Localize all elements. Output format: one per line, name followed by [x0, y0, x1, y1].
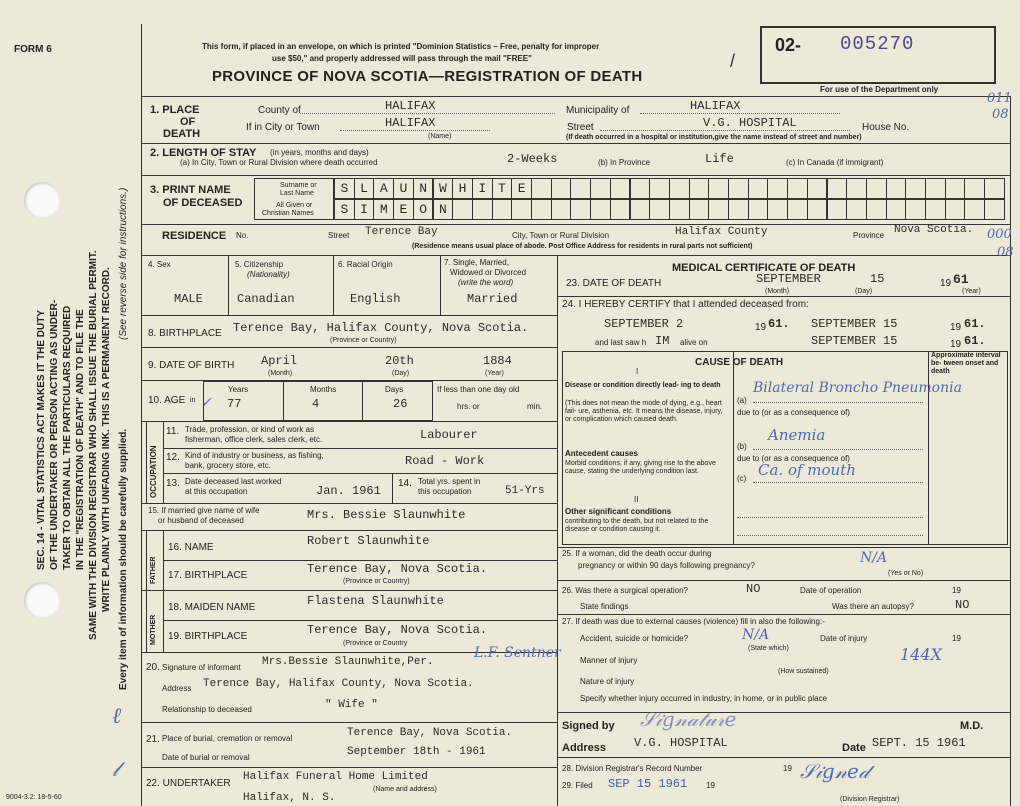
given-letter-box: [787, 199, 808, 220]
attended-from-yr-val: 61.: [768, 317, 790, 331]
interval-label: Approximate interval be- tween onset and death: [931, 352, 1001, 376]
given-letter-box: [472, 199, 493, 220]
informant-sig-value: Mrs.Bessie Slaunwhite,Per.: [262, 656, 434, 668]
filed-yr: 19: [706, 781, 715, 790]
record-number-yr: 19: [783, 764, 792, 773]
punch-hole-top: [24, 182, 60, 218]
birthplace-value: Terence Bay, Halifax County, Nova Scotia.: [233, 321, 529, 335]
roman-one: I: [636, 367, 639, 376]
occ-11-label: Trade, profession, or kind of work as: [185, 425, 315, 434]
surname-letter-box: [846, 178, 867, 199]
stay-city-label: (a) In City, Town or Rural Division where death occurred: [180, 158, 378, 167]
occ-13-label: Date deceased last worked: [185, 477, 282, 486]
given-letter-box: [827, 199, 848, 220]
form-title: PROVINCE OF NOVA SCOTIA—REGISTRATION OF DEATH: [212, 68, 643, 85]
mother-birthplace-note: (Province or Country: [343, 640, 408, 647]
signed-by-signature: 𝒮𝒾𝑔𝓃𝒶𝓉𝓊𝓇𝑒: [640, 707, 737, 731]
surname-letter-boxes: [334, 178, 1004, 199]
marital-value: Married: [467, 292, 518, 306]
side-text-6: WRITE PLAINLY WITH UNFADING INK. THIS IS A PERMANENT RECORD.: [101, 267, 112, 612]
signed-by-label: Signed by: [562, 720, 615, 732]
cause-of-death-title: CAUSE OF DEATH: [695, 357, 784, 368]
residence-province-label: Province: [853, 231, 885, 240]
spouse-value: Mrs. Bessie Slaunwhite: [307, 508, 466, 522]
alive-on-label: alive on: [680, 338, 708, 347]
residence-city-label: City, Town or Rural Division: [512, 231, 610, 240]
age-less-label: If less than one day old: [437, 385, 520, 394]
place-of-death-label-2: OF: [180, 116, 196, 128]
given-letter-box: [846, 199, 867, 220]
given-letter-box: [984, 199, 1005, 220]
father-birthplace-note: (Province or Country): [343, 578, 410, 585]
frame-left-line: [141, 24, 142, 806]
citizenship-value: Canadian: [237, 292, 295, 306]
alive-on-yr: 19: [950, 339, 962, 350]
given-letter-box: [511, 199, 532, 220]
filed-stamp: SEP 15 1961: [608, 777, 688, 791]
surname-letter-box: T: [492, 178, 513, 199]
surname-letter-box: [570, 178, 591, 199]
house-no-label: House No.: [862, 122, 910, 133]
given-letter-box: O: [413, 199, 434, 220]
surname-letter-box: [708, 178, 729, 199]
stay-province-value: Life: [705, 152, 734, 166]
occ-11-value: Labourer: [420, 428, 478, 442]
informant-num: 20.: [146, 662, 160, 673]
father-side-label: FATHER: [150, 556, 157, 584]
injury-date-label: Date of injury: [820, 634, 868, 643]
antecedent-label: Antecedent causes: [565, 449, 638, 458]
side-text-1: SEC. 14 - VITAL STATISTICS ACT MAKES IT THE DUTY: [36, 309, 47, 570]
given-letter-box: [590, 199, 611, 220]
surname-letter-box: [787, 178, 808, 199]
frame-row3: [141, 224, 1011, 225]
operation-date-label: Date of operation: [800, 586, 862, 595]
father-name-label: 16. NAME: [168, 542, 214, 553]
frame-right-col: [1010, 96, 1011, 806]
pen-mark-left: ℓ: [112, 704, 122, 729]
municipality-value: HALIFAX: [690, 99, 741, 113]
stay-canada-label: (c) In Canada (if immigrant): [786, 158, 884, 167]
occ-12-num: 12.: [166, 452, 180, 463]
state-which-note: (State which): [748, 645, 789, 652]
surname-letter-box: S: [334, 178, 355, 199]
slash-mark: /: [730, 51, 736, 71]
mail-note-1: This form, if placed in an envelope, on which is printed "Dominion Statistics – Free, penalty for improper: [202, 42, 600, 51]
informant-address-value: Terence Bay, Halifax County, Nova Scotia.: [203, 678, 474, 690]
certifier-address-label: Address: [562, 742, 607, 754]
dob-label: 9. DATE OF BIRTH: [148, 360, 235, 371]
burial-date-value: September 18th - 1961: [347, 746, 486, 758]
attended-to-yr: 19: [950, 322, 962, 333]
given-letter-box: E: [393, 199, 414, 220]
given-letter-box: [964, 199, 985, 220]
given-letter-box: [551, 199, 572, 220]
dod-month: SEPTEMBER: [756, 272, 821, 286]
age-label: 10. AGE: [148, 395, 186, 406]
surname-letter-box: [649, 178, 670, 199]
footer-code: 9004-3.2: 18-5-60: [6, 794, 62, 801]
street-value: V.G. HOSPITAL: [703, 116, 797, 130]
surname-letter-box: [886, 178, 907, 199]
certifier-date-label: Date: [842, 742, 866, 754]
dob-month-note: (Month): [268, 370, 293, 377]
filed-label: 29. Filed: [562, 781, 593, 790]
given-letter-box: [866, 199, 887, 220]
how-sustained-note: (How sustained): [778, 668, 829, 675]
cause-b-handwritten: Anemia: [768, 426, 826, 444]
frame-top-line: [141, 96, 1011, 97]
dob-day: 20th: [385, 354, 414, 368]
occ-14-label: Total yrs. spent in: [418, 477, 481, 486]
mother-birthplace-value: Terence Bay, Nova Scotia.: [307, 623, 488, 637]
county-value: HALIFAX: [385, 99, 436, 113]
given-letter-box: M: [373, 199, 394, 220]
other-conditions-label: Other significant conditions: [565, 507, 672, 516]
length-of-stay-label: 2. LENGTH OF STAY: [150, 147, 257, 159]
occupation-side-label: OCCUPATION: [149, 445, 158, 498]
birthplace-note: (Province or Country): [330, 337, 397, 344]
age-months: 4: [312, 397, 320, 411]
undertaker-label: 22. UNDERTAKER: [146, 778, 231, 789]
stay-province-label: (b) In Province: [598, 158, 651, 167]
occ-14-value: 51-Yrs: [505, 485, 545, 497]
record-number-label: 28. Division Registrar's Record Number: [562, 764, 703, 773]
citizenship-label: 5. Citizenship: [235, 260, 284, 269]
autopsy-label: Was there an autopsy?: [832, 602, 914, 611]
surname-label: Surname or: [280, 182, 317, 189]
print-name-label-2: OF DECEASED: [163, 197, 243, 209]
manner-handwritten: 144X: [900, 645, 942, 664]
mother-name-value: Flastena Slaunwhite: [307, 594, 444, 608]
frame-row2: [141, 175, 1011, 176]
injury-yr: 19: [952, 634, 961, 643]
hw-code-1: 011: [987, 91, 1012, 106]
surname-letter-box: I: [472, 178, 493, 199]
hw-code-4: 08: [997, 245, 1014, 260]
punch-hole-bottom: [24, 582, 60, 618]
roman-two: II: [634, 495, 639, 504]
date-of-death-label: 23. DATE OF DEATH: [566, 278, 662, 289]
mother-name-label: 18. MAIDEN NAME: [168, 602, 256, 613]
surname-letter-box: [551, 178, 572, 199]
age-hrs: hrs. or: [457, 402, 480, 411]
attended-from-yr: 19: [755, 322, 767, 333]
manner-label: Manner of injury: [580, 656, 638, 665]
burial-date-label: Date of burial or removal: [162, 753, 250, 762]
age-months-label: Months: [310, 385, 337, 394]
given-letter-box: [531, 199, 552, 220]
residence-note: (Residence means usual place of abode. Post Office Address for residents in rural parts not sufficient): [412, 243, 753, 250]
age-days: 26: [393, 397, 408, 411]
side-text-8: (See reverse side for instructions.): [118, 187, 129, 340]
burial-num: 21.: [146, 734, 160, 745]
given-letter-box: [945, 199, 966, 220]
pregnancy-value: N/A: [860, 550, 888, 566]
given-letter-box: [807, 199, 828, 220]
surname-letter-box: [531, 178, 552, 199]
surname-letter-box: [748, 178, 769, 199]
mother-birthplace-label: 19. BIRTHPLACE: [168, 631, 248, 642]
dob-day-note: (Day): [392, 370, 410, 377]
hw-code-2: 08: [992, 107, 1009, 122]
external-causes-label: 27. If death was due to external causes (violence) fill in also the following:-: [562, 617, 825, 626]
pen-mark-left-2: 𝓁: [112, 757, 119, 781]
mail-note-2: use $50," and properly addressed will pass through the mail "FREE": [272, 54, 532, 63]
age-days-label: Days: [385, 385, 404, 394]
frame-row1: [141, 143, 1011, 144]
marital-label-3: (write the word): [458, 278, 514, 287]
cause-a-handwritten: Bilateral Broncho Pneumonia: [753, 380, 962, 396]
burial-place-value: Terence Bay, Nova Scotia.: [347, 727, 513, 739]
surname-letter-box: [767, 178, 788, 199]
division-registrar-note: (Division Registrar): [840, 796, 900, 803]
occ-14-num: 14.: [398, 478, 412, 489]
surname-letter-box: [610, 178, 631, 199]
pregnancy-label-2: pregnancy or within 90 days following pregnancy?: [578, 561, 755, 570]
due-to-label-2: due to (or as a consequence of): [737, 454, 850, 463]
attended-from: SEPTEMBER 2: [604, 317, 684, 331]
alive-on-date: SEPTEMBER 15: [811, 334, 898, 348]
marital-label: 7. Single, Married,: [444, 258, 509, 267]
father-name-value: Robert Slaunwhite: [307, 534, 430, 548]
place-of-death-label-3: DEATH: [163, 128, 201, 140]
age-check-mark: ✓: [200, 395, 212, 411]
dob-year-note: (Year): [485, 370, 504, 377]
given-letter-box: S: [334, 199, 355, 220]
given-letter-box: N: [433, 199, 454, 220]
age-min: min.: [527, 402, 543, 411]
surname-letter-box: [925, 178, 946, 199]
dod-year-prefix: 19: [940, 278, 952, 289]
nature-label: Nature of injury: [580, 677, 635, 686]
surname-letter-box: [689, 178, 710, 199]
surname-letter-box: [630, 178, 651, 199]
attended-label: 24. I HEREBY CERTIFY that I attended deceased from:: [562, 299, 809, 310]
other-conditions-note: contributing to the death, but not related to the disease or condition causing it.: [565, 518, 709, 534]
given-letter-box: [728, 199, 749, 220]
autopsy-value: NO: [955, 598, 970, 612]
attended-to-yr-val: 61.: [964, 317, 986, 331]
relationship-value: " Wife ": [325, 699, 378, 711]
occ-13-num: 13.: [166, 478, 180, 489]
surname-letter-box: L: [354, 178, 375, 199]
dob-month: April: [261, 354, 298, 368]
frame-row4: [141, 255, 1011, 256]
cause-a-label: (a): [737, 396, 747, 405]
occ-13-label-2: at this occupation: [185, 487, 248, 496]
given-letter-box: [905, 199, 926, 220]
form-number: FORM 6: [14, 44, 52, 55]
county-label: County of: [258, 105, 301, 116]
residence-street-label: Street: [328, 231, 350, 240]
given-label-2: Christian Names: [262, 210, 314, 217]
occ-13-value: Jan. 1961: [316, 484, 381, 498]
surgery-label: 26. Was there a surgical operation?: [562, 586, 688, 595]
occ-11-label-2: fisherman, office clerk, sales clerk, etc.: [185, 435, 323, 444]
given-letter-box: [570, 199, 591, 220]
given-letter-box: [452, 199, 473, 220]
burial-place-label: Place of burial, cremation or removal: [162, 734, 293, 743]
dod-year: 61: [953, 272, 969, 287]
md-label: M.D.: [960, 720, 984, 732]
surname-letter-box: A: [373, 178, 394, 199]
mother-side-label: MOTHER: [150, 614, 157, 645]
given-letter-box: [748, 199, 769, 220]
surname-letter-box: [590, 178, 611, 199]
city-value: HALIFAX: [385, 116, 436, 130]
certifier-address: V.G. HOSPITAL: [634, 736, 728, 750]
certifier-date: SEPT. 15 1961: [872, 736, 966, 750]
pregnancy-yn: (Yes or No): [888, 570, 924, 577]
surname-letter-box: [905, 178, 926, 199]
surname-letter-box: [866, 178, 887, 199]
registrar-signature: 𝒮𝒾𝑔𝓃𝑒𝒹: [800, 759, 869, 783]
place-of-death-label: 1. PLACE: [150, 104, 200, 116]
antecedent-note: Morbid conditions, if any, giving rise to the above cause, stating the underlying condition last.: [565, 460, 716, 476]
surname-letter-box: [669, 178, 690, 199]
side-text-4: IN THE "REGISTRATION OF DEATH" AND TO FILE THE: [75, 309, 86, 570]
given-letter-box: [689, 199, 710, 220]
age-years-label: Years: [228, 385, 249, 394]
surname-letter-box: [827, 178, 848, 199]
dod-month-note: (Month): [765, 288, 790, 295]
surname-letter-box: [945, 178, 966, 199]
cause-c-handwritten: Ca. of mouth: [758, 461, 856, 479]
birthplace-label: 8. BIRTHPLACE: [148, 328, 222, 339]
hospital-note: (If death occurred in a hospital or institution,give the name instead of street and number): [566, 134, 862, 141]
given-letter-box: [630, 199, 651, 220]
racial-origin-label: 6. Racial Origin: [338, 260, 393, 269]
accident-value: N/A: [742, 627, 770, 643]
given-letter-box: [886, 199, 907, 220]
occ-12-label-2: bank, grocery store, etc.: [185, 461, 271, 470]
city-label: If in City or Town: [246, 122, 320, 133]
attended-to: SEPTEMBER 15: [811, 317, 898, 331]
racial-origin-value: English: [350, 292, 401, 306]
street-label: Street: [567, 122, 594, 133]
alive-on-yr-val: 61.: [964, 334, 986, 348]
occ-12-label: Kind of industry or business, as fishing,: [185, 451, 324, 460]
accident-label: Accident, suicide or homicide?: [580, 634, 689, 643]
marital-label-2: Widowed or Divorced: [450, 268, 527, 277]
side-text-7: Every item of information should be carefully supplied.: [118, 428, 129, 690]
frame-mid-col: [557, 255, 558, 806]
surname-letter-box: [807, 178, 828, 199]
given-letter-box: [610, 199, 631, 220]
stay-city-value: 2-Weeks: [507, 152, 558, 166]
given-name-letter-boxes: [334, 199, 1004, 220]
undertaker-note: (Name and address): [373, 786, 437, 793]
print-name-label: 3. PRINT NAME: [150, 184, 231, 196]
residence-street-value: Terence Bay: [365, 226, 438, 238]
city-name-note: (Name): [428, 133, 452, 140]
department-use-label: For use of the Department only: [820, 85, 939, 94]
spouse-label-2: or husband of deceased: [158, 516, 244, 525]
citizenship-sub: (Nationality): [247, 270, 290, 279]
given-label: All Given or: [276, 202, 313, 209]
length-of-stay-units: (in years, months and days): [270, 148, 369, 157]
residence-province-value: Nova Scotia.: [894, 224, 974, 236]
residence-no-label: No.: [236, 231, 249, 240]
undertaker-value: Halifax Funeral Home Limited: [243, 771, 428, 783]
residence-city-value: Halifax County: [675, 226, 768, 238]
disease-label: Disease or condition directly lead- ing to death: [565, 382, 721, 389]
occ-14-label-2: this occupation: [418, 487, 472, 496]
side-text-3: TAKER TO OBTAIN ALL THE PARTICULARS REQUIRED: [62, 305, 73, 570]
spouse-label: 15. If married give name of wife: [148, 506, 260, 515]
surname-letter-box: U: [393, 178, 414, 199]
findings-label: State findings: [580, 602, 629, 611]
given-letter-box: I: [354, 199, 375, 220]
informant-address-label: Address: [162, 684, 192, 693]
relationship-label: Relationship to deceased: [162, 705, 252, 714]
side-text-2: OF THE UNDERTAKER OR PERSON ACTING AS UNDER-: [49, 299, 60, 570]
father-birthplace-value: Terence Bay, Nova Scotia.: [307, 562, 488, 576]
side-text-5: SAME WITH THE DIVISION REGISTRAR WHO SHALL ISSUE THE BURIAL PERMIT.: [88, 250, 99, 640]
registration-number: 005270: [840, 33, 915, 55]
residence-label: RESIDENCE: [162, 230, 227, 242]
registration-prefix: 02-: [775, 35, 802, 55]
last-saw-label: and last saw h: [595, 338, 647, 347]
occ-12-value: Road - Work: [405, 454, 485, 468]
informant-sig-handwritten: L.F. Sentner: [474, 645, 561, 661]
surname-letter-box: W: [433, 178, 454, 199]
surname-label-2: Last Name: [280, 190, 314, 197]
due-to-label-1: due to (or as a consequence of): [737, 408, 850, 417]
dod-day: 15: [870, 272, 885, 286]
given-letter-box: [492, 199, 513, 220]
pregnancy-label: 25. If a woman, did the death occur during: [562, 549, 712, 558]
surname-letter-box: E: [511, 178, 532, 199]
sex-value: MALE: [174, 292, 203, 306]
dob-year: 1884: [483, 354, 512, 368]
last-saw-value: IM: [655, 334, 670, 348]
informant-sig-label: Signature of informant: [162, 663, 241, 672]
surname-letter-box: N: [413, 178, 434, 199]
father-birthplace-label: 17. BIRTHPLACE: [168, 570, 248, 581]
age-in: in: [190, 397, 196, 404]
municipality-label: Municipality of: [566, 105, 630, 116]
operation-yr: 19: [952, 586, 961, 595]
surgery-value: NO: [746, 582, 761, 596]
surname-letter-box: [964, 178, 985, 199]
cause-c-label: (c): [737, 474, 747, 483]
given-letter-box: [767, 199, 788, 220]
given-letter-box: [925, 199, 946, 220]
undertaker-city: Halifax, N. S.: [243, 792, 336, 804]
given-letter-box: [708, 199, 729, 220]
surname-letter-box: [728, 178, 749, 199]
surname-letter-box: H: [452, 178, 473, 199]
medical-title: MEDICAL CERTIFICATE OF DEATH: [672, 262, 856, 274]
dod-year-note: (Year): [962, 288, 981, 295]
occ-11-num: 11.: [166, 426, 180, 437]
surname-letter-box: [984, 178, 1005, 199]
specify-label: Specify whether injury occurred in industry, in home, or in public place: [580, 694, 828, 703]
given-letter-box: [669, 199, 690, 220]
sex-label: 4. Sex: [148, 260, 171, 269]
given-letter-box: [649, 199, 670, 220]
hw-code-3: 000: [987, 227, 1012, 242]
age-years: 77: [227, 397, 242, 411]
cause-b-label: (b): [737, 442, 747, 451]
dod-day-note: (Day): [855, 288, 873, 295]
disease-note: (This does not mean the mode of dying, e.g., heart fail- ure, asthenia, etc. It means the disease, injury, or complication which caused death.: [565, 400, 723, 424]
